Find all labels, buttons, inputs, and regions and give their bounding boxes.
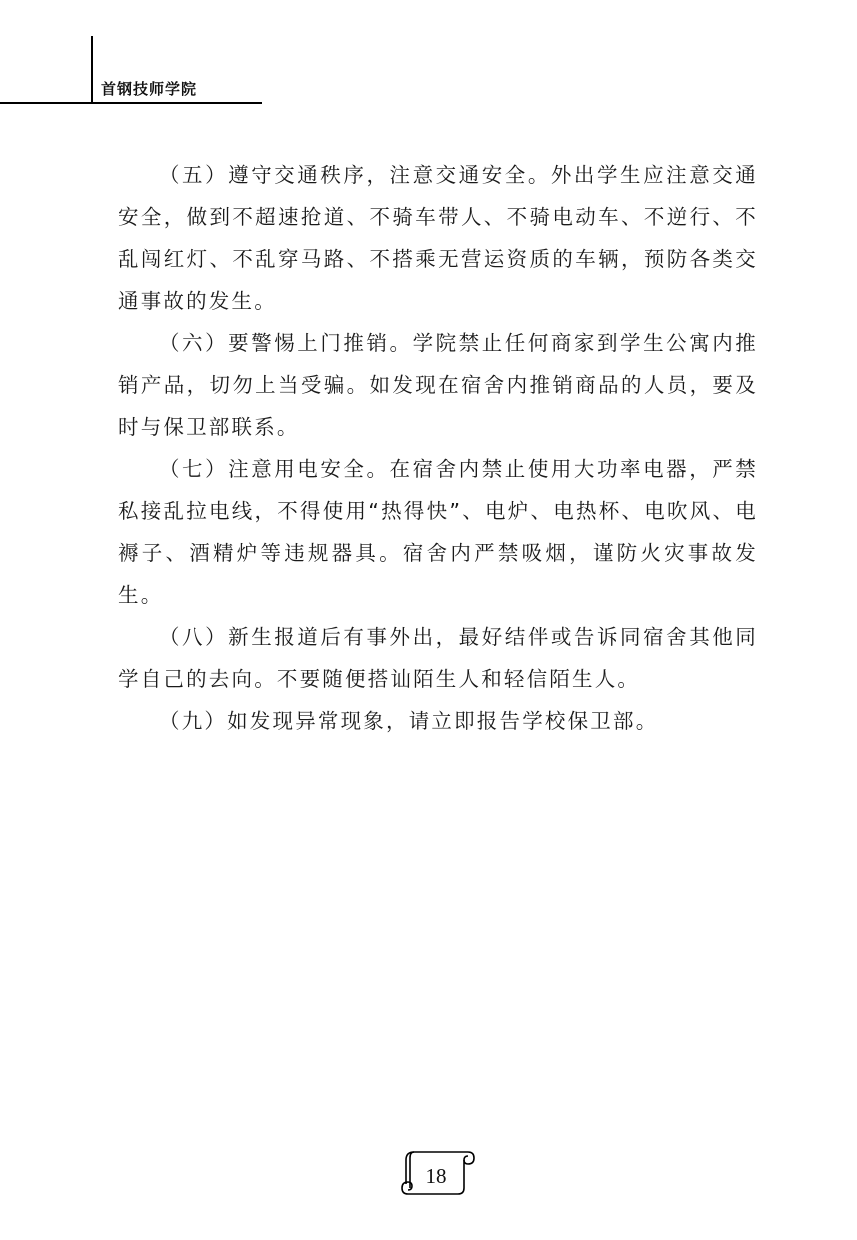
- header-horizontal-rule: [0, 102, 262, 104]
- running-header-title: 首钢技师学院: [101, 80, 198, 98]
- paragraph-item-5: （五）遵守交通秩序，注意交通安全。外出学生应注意交通安全，做到不超速抢道、不骑车带人、不骑电动车、不逆行、不乱闯红灯、不乱穿马路、不搭乘无营运资质的车辆，预防各类交通事故的发生。: [118, 163, 758, 313]
- paragraph-item-7: （七）注意用电安全。在宿舍内禁止使用大功率电器，严禁私接乱拉电线，不得使用“热得快”、电炉、电热杯、电吹风、电褥子、酒精炉等违规器具。宿舍内严禁吸烟，谨防火灾事故发生。: [118, 457, 758, 607]
- page-number: 18: [425, 1164, 447, 1188]
- page-number-scroll: [398, 1148, 478, 1198]
- body-text: [118, 154, 758, 742]
- paragraph-item-8: （八）新生报道后有事外出，最好结伴或告诉同宿舍其他同学自己的去向。不要随便搭讪陌生人和轻信陌生人。: [118, 625, 758, 691]
- paragraph-item-6: （六）要警惕上门推销。学院禁止任何商家到学生公寓内推销产品，切勿上当受骗。如发现在宿舍内推销商品的人员，要及时与保卫部联系。: [118, 331, 758, 439]
- header-vertical-rule: [91, 36, 93, 104]
- paragraph-item-9: （九）如发现异常现象，请立即报告学校保卫部。: [159, 709, 659, 733]
